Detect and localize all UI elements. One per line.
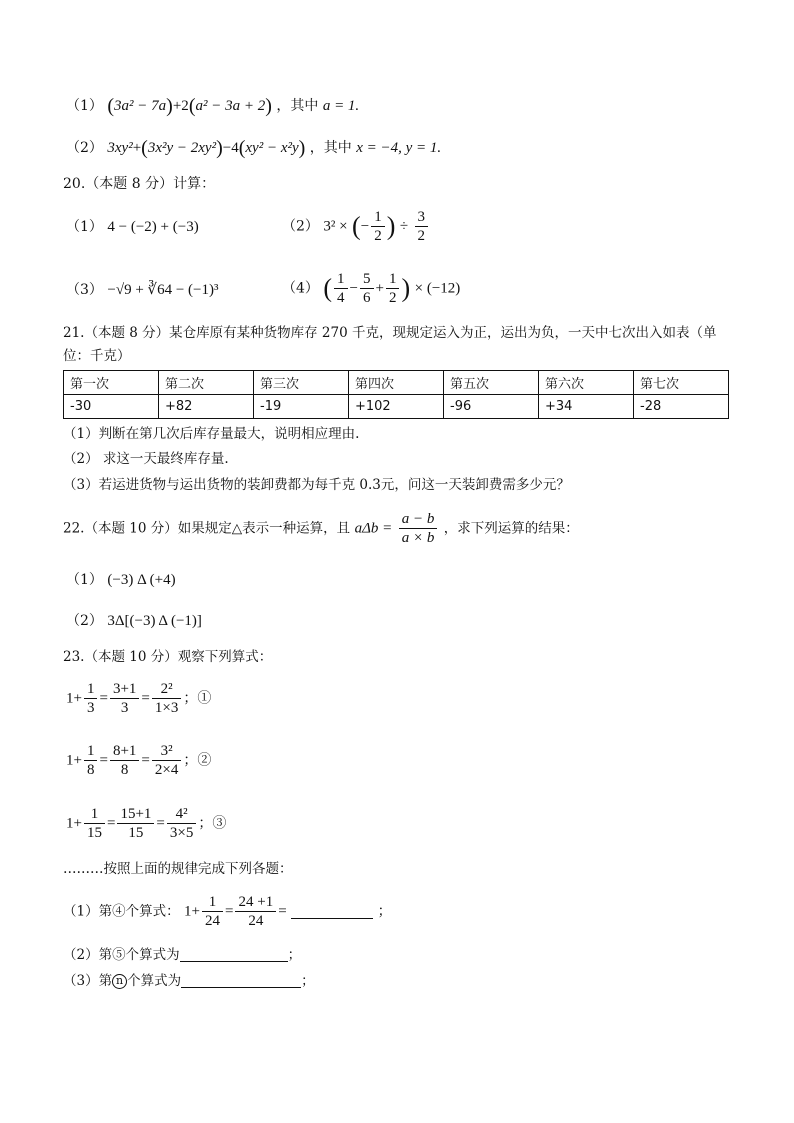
- answer-blank-1[interactable]: [291, 904, 373, 919]
- q20-part3: （3） −√9 + ∛64 − (−1)³: [66, 282, 219, 298]
- q20-p2-frac1: $\frac{1}{2}$: [371, 208, 385, 245]
- table-cell: -19: [254, 395, 349, 419]
- q22-part2: （2） 3Δ[(−3) Δ (−1)]: [66, 613, 202, 629]
- answer-blank-3[interactable]: [181, 973, 301, 988]
- q19-p1-val: a = 1.: [322, 98, 360, 114]
- table-header-cell: 第四次: [349, 371, 444, 395]
- q19-p2-val: x = −4, y = 1.: [356, 140, 442, 156]
- q19-part2: [66, 139, 441, 157]
- q21-sub3: （3）若运进货物与运出货物的装卸费都为每千克 0.3元，问这一天装卸费需多少元？: [63, 477, 570, 493]
- q22-part1: （1） (−3) Δ (+4): [66, 572, 176, 588]
- q20-part4: （4） ( $\frac{1}{4}$ − $\frac{5}{6}$ + $\frac{1}{2}$ ) × (−12): [282, 271, 461, 306]
- answer-blank-2[interactable]: [180, 947, 288, 962]
- q23-formula-2: 1+ $\frac{1}{8}$ = $\frac{8+1}{8}$ = $\frac{\text{3²}}{2\times 4}$ ；②: [66, 743, 212, 778]
- q23-sub1: （1）第④个算式： 1+ $\frac{1}{24}$ = $\frac{24 +1}{24}$ = ；: [63, 894, 392, 929]
- q21-sub2: （2） 求这一天最终库存量.: [63, 451, 229, 467]
- table-row: [64, 395, 729, 419]
- table-cell: +102: [349, 395, 444, 419]
- table-cell: +34: [539, 395, 634, 419]
- q19-part1: [66, 97, 359, 115]
- q23-sub3: （3）第 n 个算式为 ；: [63, 973, 315, 989]
- q23-instruction: ………按照上面的规律完成下列各题：: [63, 861, 293, 877]
- q23-sub2: （2）第⑤个算式为 ；: [63, 947, 302, 963]
- q22-title: 22.（本题 10 分）如果规定△表示一种运算，且 aΔb = $\frac{a - b}{a \times b}$ ，求下列运算的结果：: [63, 511, 579, 546]
- q20-part2: （2） 3² × (− $\frac{1}{2}$ ) ÷ $\frac{3}{2}$: [282, 208, 430, 245]
- q21-title-line2: 位：千克）: [63, 348, 131, 364]
- inventory-table: [63, 370, 729, 419]
- q20-title: 20.（本题 8 分）计算：: [63, 176, 216, 192]
- q21-title-line1: 21.（本题 8 分）某仓库原有某种货物库存 270 千克，现规定运入为正，运出为负，一天中七次出入如表（单: [63, 325, 717, 341]
- q19-p2-num: （2）: [66, 140, 103, 156]
- table-header-cell: 第七次: [634, 371, 729, 395]
- q20-p3-expr: −√9 + ∛64 − (−1)³: [107, 282, 219, 298]
- table-cell: -28: [634, 395, 729, 419]
- table-header-row: [64, 371, 729, 395]
- q23-title: 23.（本题 10 分）观察下列算式：: [63, 649, 273, 665]
- q21-sub1: （1）判断在第几次后库存量最大，说明相应理由.: [63, 426, 360, 442]
- q19-p2-cond: ，其中: [309, 140, 352, 156]
- table-header-cell: 第二次: [159, 371, 254, 395]
- q22-def-fraction: $\frac{a - b}{a \times b}$: [399, 510, 438, 547]
- table-header-cell: 第一次: [64, 371, 159, 395]
- q19-p2-expr: 3xy²+(3x²y − 2xy²)−4(xy² − x²y): [107, 137, 306, 159]
- q20-p1-expr: 4 − (−2) + (−3): [107, 219, 199, 235]
- table-header-cell: 第五次: [444, 371, 539, 395]
- table-cell: -30: [64, 395, 159, 419]
- circled-n-icon: n: [112, 974, 127, 989]
- q19-p1-cond: ，其中: [276, 98, 319, 114]
- q20-p2-frac2: $\frac{3}{2}$: [415, 208, 429, 245]
- table-cell: +82: [159, 395, 254, 419]
- table-header-cell: 第六次: [539, 371, 634, 395]
- q19-p1-num: （1）: [66, 98, 103, 114]
- q23-formula-3: 1+ $\frac{1}{15}$ = $\frac{15+1}{15}$ = $\frac{\text{4²}}{3\times 5}$ ；③: [66, 806, 227, 841]
- q20-part1: （1） 4 − (−2) + (−3): [66, 219, 199, 235]
- q19-p1-expr: (3a² − 7a)+2(a² − 3a + 2): [107, 95, 272, 117]
- table-cell: -96: [444, 395, 539, 419]
- q23-formula-1: 1+ $\frac{1}{3}$ = $\frac{3+1}{3}$ = $\frac{\text{2²}}{1\times 3}$ ；①: [66, 681, 212, 716]
- table-header-cell: 第三次: [254, 371, 349, 395]
